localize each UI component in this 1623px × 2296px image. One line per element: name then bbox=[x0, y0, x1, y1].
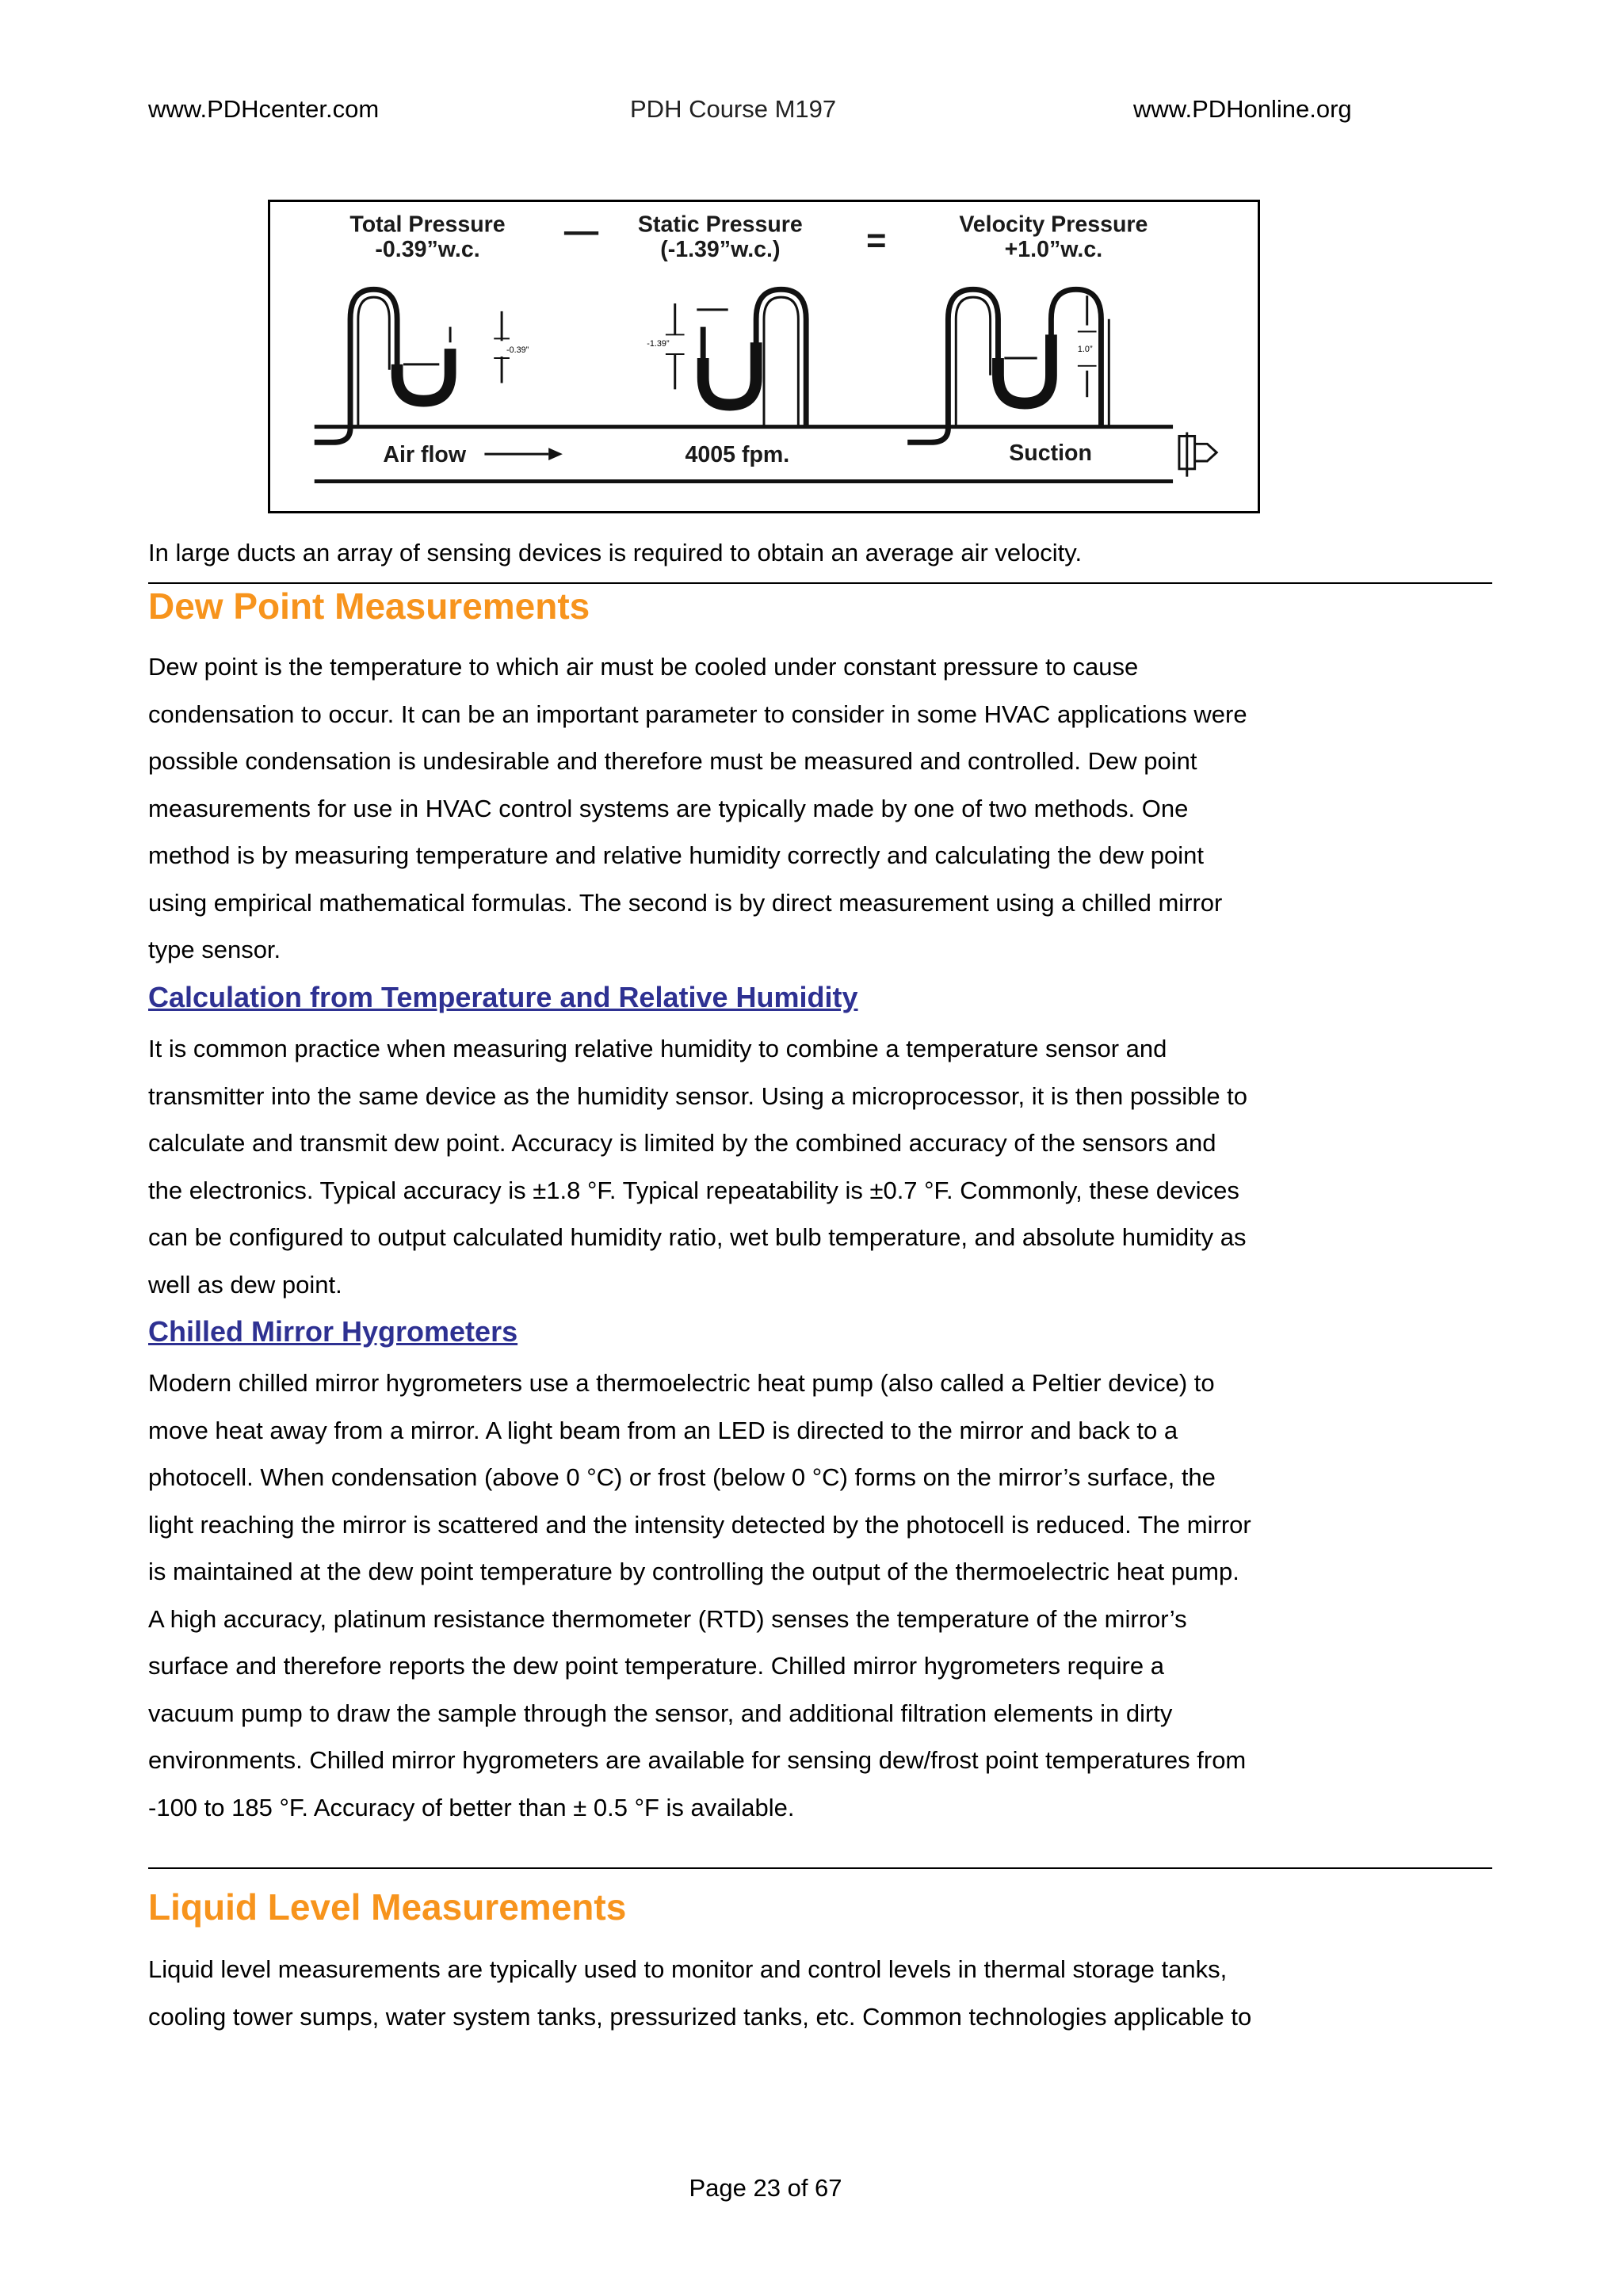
velocity-gauge-reading: 1.0” bbox=[1077, 345, 1093, 355]
total-pressure-label: Total Pressure bbox=[349, 212, 506, 238]
velocity-pressure-value: +1.0”w.c. bbox=[1004, 236, 1103, 262]
paragraph-line: -100 to 185 °F. Accuracy of better than ± 0.5 °F is available. bbox=[148, 1793, 795, 1821]
figure-caption: In large ducts an array of sensing devices is required to obtain an average air velocity. bbox=[148, 539, 1083, 566]
paragraph-line: the electronics. Typical accuracy is ±1.8 °F. Typical repeatability is ±0.7 °F. Commonly, these devices bbox=[148, 1176, 1239, 1204]
paragraph-line: is maintained at the dew point temperature by controlling the output of the thermoelectric heat pump. bbox=[148, 1558, 1239, 1585]
chilled-mirror-paragraph bbox=[148, 1360, 1495, 1831]
total-gauge-reading: -0.39” bbox=[506, 345, 529, 356]
dew-point-heading: Dew Point Measurements bbox=[148, 585, 590, 627]
paragraph-line: Dew point is the temperature to which air must be cooled under constant pressure to cause bbox=[148, 653, 1139, 681]
minus-sign: — bbox=[563, 212, 599, 251]
chilled-mirror-subheading: Chilled Mirror Hygrometers bbox=[148, 1315, 518, 1348]
total-pressure-value: -0.39”w.c. bbox=[375, 236, 480, 262]
paragraph-line: surface and therefore reports the dew point temperature. Chilled mirror hygrometers require a bbox=[148, 1652, 1164, 1680]
paragraph-line: light reaching the mirror is scattered and the intensity detected by the photocell is reduced. The mirror bbox=[148, 1510, 1251, 1539]
liquid-level-heading: Liquid Level Measurements bbox=[148, 1886, 627, 1928]
static-gauge-reading: -1.39” bbox=[647, 339, 670, 349]
calculation-paragraph bbox=[148, 1025, 1495, 1308]
section-divider bbox=[148, 582, 1492, 584]
paragraph-line: environments. Chilled mirror hygrometers are available for sensing dew/frost point temperatures from bbox=[148, 1746, 1247, 1774]
paragraph-line: photocell. When condensation (above 0 °C) or frost (below 0 °C) forms on the mirror’s surface, the bbox=[148, 1463, 1216, 1491]
velocity-fpm-label: 4005 fpm. bbox=[685, 441, 790, 467]
paragraph-line: can be configured to output calculated humidity ratio, wet bulb temperature, and absolute humidity as bbox=[148, 1223, 1247, 1251]
velocity-pressure-label: Velocity Pressure bbox=[959, 212, 1148, 238]
static-pressure-value: (-1.39”w.c.) bbox=[660, 236, 781, 262]
pitot-pressure-figure bbox=[268, 200, 1260, 513]
manometer-velocity bbox=[907, 289, 1109, 442]
paragraph-line: using empirical mathematical formulas. The second is by direct measurement using a chilled mirror bbox=[148, 888, 1223, 917]
static-pressure-label: Static Pressure bbox=[637, 212, 803, 238]
paragraph-line: well as dew point. bbox=[148, 1270, 342, 1299]
paragraph-line: move heat away from a mirror. A light beam from an LED is directed to the mirror and back to a bbox=[148, 1416, 1178, 1444]
liquid-level-paragraph bbox=[148, 1946, 1495, 2040]
fan-symbol-icon bbox=[1179, 433, 1216, 477]
paragraph-line: cooling tower sumps, water system tanks, pressurized tanks, etc. Common technologies applicable to bbox=[148, 2002, 1252, 2031]
header-link-pdhonline[interactable]: www.PDHonline.org bbox=[1133, 95, 1352, 123]
air-flow-label: Air flow bbox=[383, 441, 467, 467]
paragraph-line: A high accuracy, platinum resistance thermometer (RTD) senses the temperature of the mirror’s bbox=[148, 1604, 1187, 1633]
section-divider bbox=[148, 1867, 1492, 1869]
paragraph-line: condensation to occur. It can be an important parameter to consider in some HVAC applications were bbox=[148, 700, 1247, 728]
paragraph-line: Liquid level measurements are typically used to monitor and control levels in thermal storage tanks, bbox=[148, 1955, 1228, 1983]
paragraph-line: Modern chilled mirror hygrometers use a thermoelectric heat pump (also called a Peltier device) to bbox=[148, 1369, 1215, 1397]
paragraph-line: possible condensation is undesirable and therefore must be measured and controlled. Dew point bbox=[148, 747, 1197, 775]
dew-point-paragraph bbox=[148, 643, 1495, 974]
calculation-subheading: Calculation from Temperature and Relative Humidity bbox=[148, 981, 858, 1013]
paragraph-line: measurements for use in HVAC control systems are typically made by one of two methods. One bbox=[148, 794, 1189, 822]
manometer-static bbox=[666, 289, 806, 426]
suction-label: Suction bbox=[1009, 440, 1092, 466]
paragraph-line: calculate and transmit dew point. Accuracy is limited by the combined accuracy of the sensors and bbox=[148, 1129, 1216, 1157]
manometer-total bbox=[315, 289, 510, 442]
paragraph-line: method is by measuring temperature and relative humidity correctly and calculating the dew point bbox=[148, 841, 1204, 869]
air-flow-arrow-icon bbox=[484, 448, 562, 460]
paragraph-line: It is common practice when measuring relative humidity to combine a temperature sensor and bbox=[148, 1035, 1167, 1062]
header-link-pdhcenter[interactable]: www.PDHcenter.com bbox=[148, 95, 380, 123]
paragraph-line: type sensor. bbox=[148, 936, 281, 963]
paragraph-line: vacuum pump to draw the sample through the sensor, and additional filtration elements in dirty bbox=[148, 1699, 1173, 1727]
equals-sign: = bbox=[866, 222, 887, 261]
page-number: Page 23 of 67 bbox=[689, 2174, 842, 2202]
header-course-title: PDH Course M197 bbox=[630, 95, 837, 123]
paragraph-line: transmitter into the same device as the humidity sensor. Using a microprocessor, it is then possible to bbox=[148, 1081, 1248, 1110]
